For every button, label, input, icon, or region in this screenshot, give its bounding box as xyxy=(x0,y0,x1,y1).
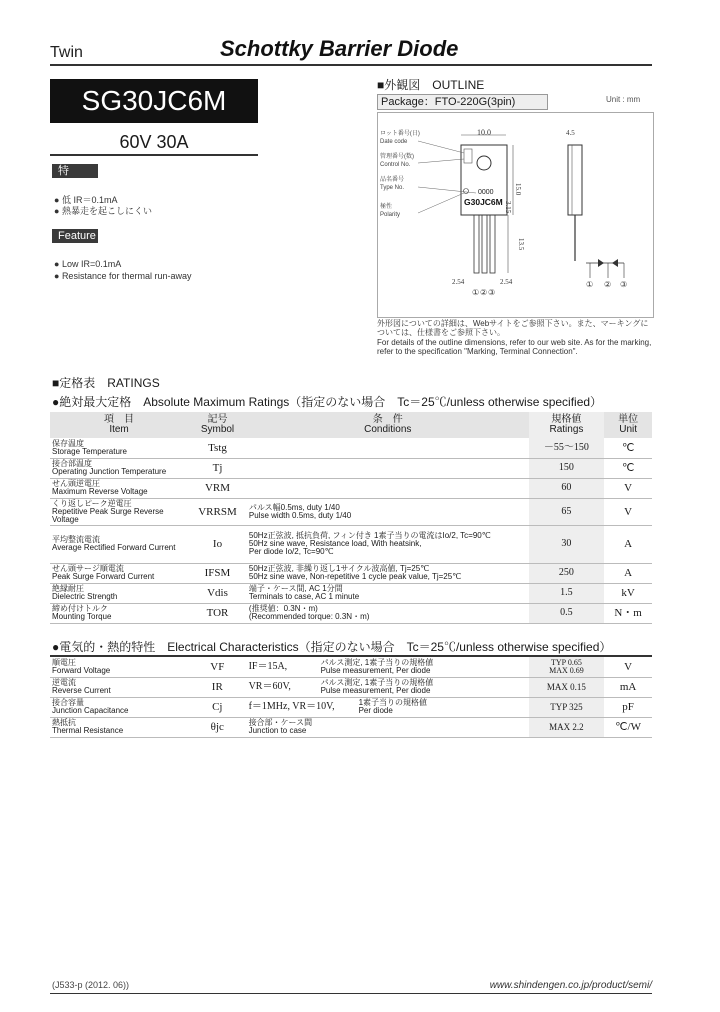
table-row xyxy=(50,563,652,583)
feature-en-2: ● Resistance for thermal run-away xyxy=(54,271,192,281)
electrical-subtitle: ●電気的・熱的特性 Electrical Characteristics（指定のない場合 Tc＝25℃/unless otherwise specified） xyxy=(52,640,612,654)
callout-type-jp: 品名番号 xyxy=(380,177,405,183)
row-value: 1.5 xyxy=(529,583,605,603)
unit-label: Unit : mm xyxy=(606,95,641,104)
pin2-label: ② xyxy=(480,288,488,297)
feature-en-1: ● Low IR=0.1mA xyxy=(54,259,122,269)
row-value: 30 xyxy=(529,525,605,563)
row-item: 締め付けトルク Mounting Torque xyxy=(50,603,188,623)
row-conditions xyxy=(247,438,529,458)
rating-rule xyxy=(50,154,258,156)
outline-drawing xyxy=(377,112,654,318)
pitch-right-label: 2.54 xyxy=(500,278,513,286)
row-unit: V xyxy=(604,478,652,498)
row-value: －55～150 xyxy=(529,438,605,458)
table-row xyxy=(50,525,652,563)
callout-type-en: Type No. xyxy=(380,185,405,191)
footer-rule xyxy=(50,993,652,994)
row-item: 順電圧 Forward Voltage xyxy=(50,657,188,677)
row-item: 接合部温度 Operating Junction Temperature xyxy=(50,458,188,478)
row-value: 250 xyxy=(529,563,605,583)
package-label: Package：FTO-220G(3pin) xyxy=(377,94,548,110)
row-conditions: 接合部・ケース間 Junction to case xyxy=(247,717,529,737)
row-symbol: Cj xyxy=(188,697,247,717)
outline-note-jp: 外形図についての詳細は、Webサイトをご参照下さい。また、マーキングについては、仕様書をご参照下さい。 xyxy=(377,319,649,337)
row-value: MAX 2.2 xyxy=(529,717,604,737)
marking-part: G30JC6M xyxy=(464,197,503,207)
abs-max-subtitle: ●絶対最大定格 Absolute Maximum Ratings（指定のない場合 Tc＝25℃/unless otherwise specified） xyxy=(52,395,603,409)
part-rating: 60V 30A xyxy=(119,132,189,152)
row-item: 絶縁耐圧 Dielectric Strength xyxy=(50,583,188,603)
hdr-unit: 単位 Unit xyxy=(604,412,652,438)
table-row xyxy=(50,583,652,603)
row-unit: A xyxy=(604,525,652,563)
dim-width-label: 10.0 xyxy=(477,128,491,137)
row-value: MAX 0.15 xyxy=(529,677,604,697)
features-jp-tag: 特 長 xyxy=(52,164,98,178)
row-item: 保存温度 Storage Temperature xyxy=(50,438,188,458)
row-value: 60 xyxy=(529,478,605,498)
row-value: TYP 0.65 MAX 0.69 xyxy=(529,657,604,677)
page-title: Schottky Barrier Diode xyxy=(220,36,459,61)
row-symbol: VRM xyxy=(188,478,247,498)
footer-url-link[interactable]: www.shindengen.co.jp/product/semi/ xyxy=(489,980,652,991)
row-item: 接合容量 Junction Capacitance xyxy=(50,697,188,717)
dim-height-label: 15.0 xyxy=(514,183,522,196)
callout-date-jp: ロット番号(日) xyxy=(380,131,420,137)
ratings-section-title: ■定格表 RATINGS xyxy=(52,376,160,390)
table-row xyxy=(50,498,652,525)
dim-depth-label: 4.5 xyxy=(566,129,575,137)
schematic-pin2: ② xyxy=(604,280,612,289)
table-row xyxy=(50,478,652,498)
row-value: 150 xyxy=(529,458,605,478)
table-row xyxy=(50,657,652,677)
row-conditions: パルス幅0.5ms, duty 1/40 Pulse width 0.5ms, duty 1/40 xyxy=(247,498,529,525)
row-symbol: IR xyxy=(188,677,247,697)
row-value: 65 xyxy=(529,498,605,525)
row-unit: kV xyxy=(604,583,652,603)
outline-title: ■外観図 OUTLINE xyxy=(377,78,485,92)
row-item: せん頭逆電圧 Maximum Reverse Voltage xyxy=(50,478,188,498)
row-conditions xyxy=(247,458,529,478)
header-rule xyxy=(50,64,652,66)
hdr-symbol: 記号 Symbol xyxy=(188,412,247,438)
callout-ctrl-en: Control No. xyxy=(380,162,411,168)
marking-code: 0000 xyxy=(478,189,494,196)
features-en-tag: Feature xyxy=(52,229,98,243)
row-symbol: VRRSM xyxy=(188,498,247,525)
row-item: くり返しピーク逆電圧 Repetitive Peak Surge Reverse Voltage xyxy=(50,498,188,525)
feature-jp-2: ● 熱暴走を起こしにくい xyxy=(54,206,152,216)
row-unit: ℃/W xyxy=(604,717,652,737)
electrical-table xyxy=(50,657,652,738)
row-item: 平均整流電流 Average Rectified Forward Current xyxy=(50,525,188,563)
row-item: 逆電流 Reverse Current xyxy=(50,677,188,697)
row-value: 0.5 xyxy=(529,603,605,623)
table-header xyxy=(50,412,652,438)
row-conditions: 50Hz正弦波, 非繰り返し1サイクル波高値, Tj=25℃ 50Hz sine wave, Non-repetitive 1 cycle peak value, Tj=25℃ xyxy=(247,563,529,583)
table-row xyxy=(50,603,652,623)
table-row xyxy=(50,717,652,737)
row-unit: mA xyxy=(604,677,652,697)
row-conditions: IF＝15A, パルス測定, 1素子当りの規格値 Pulse measurement, Per diode xyxy=(247,657,529,677)
row-unit: A xyxy=(604,563,652,583)
row-item: 熱抵抗 Thermal Resistance xyxy=(50,717,188,737)
row-conditions: 端子・ケース間, AC 1分間 Terminals to case, AC 1 minute xyxy=(247,583,529,603)
feature-jp-1: ● 低 IR＝0.1mA xyxy=(54,195,118,205)
table-row xyxy=(50,677,652,697)
row-unit: ℃ xyxy=(604,458,652,478)
row-conditions xyxy=(247,478,529,498)
hdr-conditions: 条 件 Conditions xyxy=(247,412,529,438)
product-type-label: Twin xyxy=(50,44,83,61)
hdr-ratings: 規格値 Ratings xyxy=(529,412,605,438)
pin1-label: ① xyxy=(472,288,480,297)
pitch-left-label: 2.54 xyxy=(452,278,465,286)
row-value: TYP 325 xyxy=(529,697,604,717)
callout-pol-en: Polarity xyxy=(380,212,401,218)
table-row xyxy=(50,438,652,458)
row-conditions: f＝1MHz, VR＝10V, 1素子当りの規格値 Per diode xyxy=(247,697,529,717)
row-symbol: θjc xyxy=(188,717,247,737)
document-code: (J533-p (2012. 06)) xyxy=(52,980,130,990)
row-symbol: Io xyxy=(188,525,247,563)
row-symbol: IFSM xyxy=(188,563,247,583)
callout-date-en: Date code xyxy=(380,139,408,145)
schematic-pin1: ① xyxy=(586,280,594,289)
row-conditions: (推奨値：0.3N・m) (Recommended torque: 0.3N・m) xyxy=(247,603,529,623)
dim-lead-label: 13.5 xyxy=(517,238,525,251)
table-row xyxy=(50,458,652,478)
part-number: SG30JC6M xyxy=(50,79,258,123)
row-symbol: Tstg xyxy=(188,438,247,458)
abs-max-table xyxy=(50,412,652,624)
row-symbol: Vdis xyxy=(188,583,247,603)
callout-ctrl-jp: 管理番号(数) xyxy=(380,154,414,160)
hdr-item: 項 目 Item xyxy=(50,412,188,438)
dim-inner-label: 3.15 xyxy=(504,201,512,214)
schematic-pin3: ③ xyxy=(620,280,628,289)
package-diagram xyxy=(378,113,653,317)
row-symbol: VF xyxy=(188,657,247,677)
row-unit: ℃ xyxy=(604,438,652,458)
callout-pol-jp: 極性 xyxy=(380,204,393,210)
row-unit: N・m xyxy=(604,603,652,623)
row-conditions: VR＝60V, パルス測定, 1素子当りの規格値 Pulse measurement, Per diode xyxy=(247,677,529,697)
row-symbol: Tj xyxy=(188,458,247,478)
row-item: せん頭サージ順電流 Peak Surge Forward Current xyxy=(50,563,188,583)
row-unit: V xyxy=(604,657,652,677)
row-symbol: TOR xyxy=(188,603,247,623)
row-unit: pF xyxy=(604,697,652,717)
pin3-label: ③ xyxy=(488,288,496,297)
row-conditions: 50Hz正弦波, 抵抗負荷, フィン付き 1素子当りの電流はIo/2, Tc=90℃ 50Hz sine wave, Resistance load, With heatsink, Per diode Io/2, Tc=90℃ xyxy=(247,525,529,563)
row-unit: V xyxy=(604,498,652,525)
outline-note-en: For details of the outline dimensions, refer to our web site. As for the marking, refer to the specification "Marking, Terminal Connection". xyxy=(377,338,652,356)
table-row xyxy=(50,697,652,717)
